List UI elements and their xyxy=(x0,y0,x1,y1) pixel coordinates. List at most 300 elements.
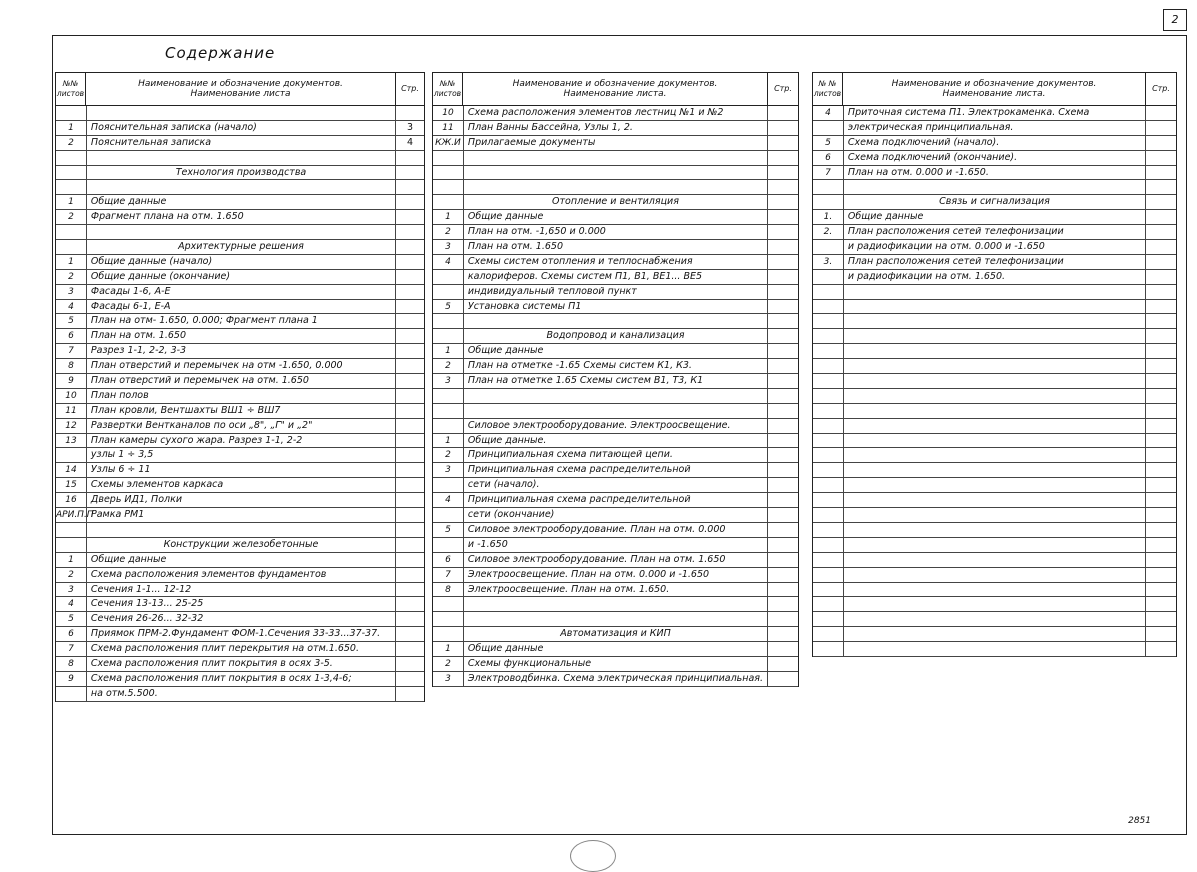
page-cell xyxy=(768,285,798,299)
page-cell xyxy=(768,300,798,314)
sheet-name-cell: Схема расположения плит перекрытия на отм.1.650. xyxy=(87,642,396,656)
sheet-name-cell xyxy=(844,180,1146,194)
sheet-number-cell xyxy=(813,195,844,209)
table-row xyxy=(433,151,798,166)
sheet-number-cell xyxy=(433,151,464,165)
page-cell xyxy=(768,463,798,477)
table-row xyxy=(56,523,424,538)
sheet-number-cell: 4 xyxy=(813,106,844,120)
sheet-name-cell xyxy=(464,389,768,403)
page-cell xyxy=(396,657,424,671)
page-cell xyxy=(768,493,798,507)
page-cell xyxy=(396,106,424,120)
sheet-number-cell: АРИ.П.П xyxy=(56,510,94,521)
table-row xyxy=(813,583,1176,598)
page-cell: 4 xyxy=(407,136,414,148)
table-row xyxy=(813,389,1176,404)
sheet-name-cell: Силовое электрооборудование. Электроосвещение. xyxy=(464,419,768,433)
table-row xyxy=(433,314,798,329)
sheet-name-cell xyxy=(844,568,1146,582)
table-row xyxy=(813,523,1176,538)
page-cell xyxy=(396,553,424,567)
page-cell xyxy=(1146,434,1176,448)
table-row xyxy=(813,493,1176,508)
sheet-number-cell xyxy=(813,359,844,373)
table-row xyxy=(56,404,424,419)
sheet-name-cell: Общие данные xyxy=(844,210,1146,224)
page-cell xyxy=(768,627,798,641)
sheet-name-cell: Схема расположения плит покрытия в осях 1-3,4-6; xyxy=(87,672,396,686)
table-row xyxy=(433,493,798,508)
sheet-name-cell xyxy=(844,508,1146,522)
page-cell xyxy=(396,448,424,462)
sheet-name-cell xyxy=(844,642,1146,656)
sheet-name-cell: План на отм. 1.650 xyxy=(464,240,768,254)
page-cell xyxy=(768,121,798,135)
sheet-name-cell xyxy=(844,448,1146,462)
sheet-number-cell: 2 xyxy=(433,359,464,373)
sheet-number-cell xyxy=(433,180,464,194)
table-row xyxy=(813,344,1176,359)
table-row xyxy=(433,344,798,359)
sheet-name-cell: Прилагаемые документы xyxy=(464,136,768,150)
sheet-number-cell: 6 xyxy=(56,329,87,343)
table-row xyxy=(433,225,798,240)
sheet-number-cell: 14 xyxy=(56,463,87,477)
page-cell xyxy=(396,523,424,537)
table-row xyxy=(813,270,1176,285)
table-row xyxy=(56,627,424,642)
page-cell xyxy=(1146,195,1176,209)
page-cell xyxy=(768,553,798,567)
page-cell xyxy=(396,329,424,343)
table-row xyxy=(433,180,798,195)
table-row xyxy=(813,404,1176,419)
sheet-name-cell: и радиофикации на отм. 1.650. xyxy=(844,270,1146,284)
sheet-name-cell: узлы 1 ÷ 3,5 xyxy=(87,448,396,462)
page-cell xyxy=(1146,478,1176,492)
table-row xyxy=(56,285,424,300)
table-row xyxy=(813,240,1176,255)
header-name: Наименование и обозначение документов. Наименование листа xyxy=(86,73,396,105)
table-row xyxy=(813,374,1176,389)
sheet-number-cell xyxy=(433,597,464,611)
page-cell xyxy=(396,508,424,522)
page-cell xyxy=(1146,136,1176,150)
page-cell xyxy=(1146,151,1176,165)
sheet-number-cell xyxy=(813,180,844,194)
sheet-name-cell: Связь и сигнализация xyxy=(844,195,1146,209)
page-cell xyxy=(768,359,798,373)
sheet-number: 2 xyxy=(1163,9,1187,31)
sheet-number-cell: 1 xyxy=(433,344,464,358)
table-row xyxy=(56,151,424,166)
sheet-number-cell: 1 xyxy=(433,210,464,224)
page-cell xyxy=(768,657,798,671)
sheet-name-cell xyxy=(844,627,1146,641)
table-row xyxy=(56,597,424,612)
sheet-number-cell: 2 xyxy=(433,225,464,239)
sheet-name-cell: План полов xyxy=(87,389,396,403)
page-cell xyxy=(396,419,424,433)
page-cell xyxy=(768,314,798,328)
sheet-number-cell xyxy=(813,583,844,597)
sheet-name-cell: Общие данные xyxy=(464,210,768,224)
sheet-name-cell: Сечения 13-13... 25-25 xyxy=(87,597,396,611)
sheet-number-cell xyxy=(813,478,844,492)
sheet-number-cell: 10 xyxy=(56,389,87,403)
section-heading-row xyxy=(433,195,798,210)
sheet-number-cell: 2. xyxy=(813,225,844,239)
sheet-name-cell: План на отм. 1.650 xyxy=(87,329,396,343)
sheet-name-cell: План отверстий и перемычек на отм -1.650, 0.000 xyxy=(87,359,396,373)
page-cell xyxy=(396,359,424,373)
sheet-name-cell xyxy=(464,180,768,194)
page-cell xyxy=(1146,374,1176,388)
table-row xyxy=(56,225,424,240)
table-row xyxy=(433,136,798,151)
sheet-number-cell xyxy=(433,627,464,641)
sheet-name-cell: электрическая принципиальная. xyxy=(844,121,1146,135)
sheet-name-cell: Сечения 26-26... 32-32 xyxy=(87,612,396,626)
sheet-number-cell xyxy=(56,538,87,552)
sheet-name-cell: План на отметке 1.65 Схемы систем В1, Т3, К1 xyxy=(464,374,768,388)
sheet-name-cell: План отверстий и перемычек на отм. 1.650 xyxy=(87,374,396,388)
table-row xyxy=(56,210,424,225)
page-cell xyxy=(768,404,798,418)
page-cell xyxy=(1146,285,1176,299)
sheet-name-cell xyxy=(844,553,1146,567)
sheet-number-cell: 1 xyxy=(56,255,87,269)
sheet-number-cell: КЖ.И xyxy=(433,136,464,150)
sheet-name-cell xyxy=(844,344,1146,358)
sheet-number-cell: 11 xyxy=(433,121,464,135)
page-cell xyxy=(768,210,798,224)
table-row xyxy=(56,329,424,344)
page-cell xyxy=(768,523,798,537)
table-row xyxy=(813,359,1176,374)
header-num: № № листов xyxy=(813,73,843,105)
page-cell xyxy=(768,180,798,194)
page-cell xyxy=(768,195,798,209)
table-row xyxy=(433,240,798,255)
sheet-number-cell xyxy=(813,463,844,477)
table-row xyxy=(433,404,798,419)
table-row xyxy=(56,434,424,449)
table-row xyxy=(433,448,798,463)
sheet-number-cell xyxy=(813,329,844,343)
sheet-number-cell xyxy=(56,151,87,165)
sheet-number-cell xyxy=(56,166,87,180)
page-cell xyxy=(396,210,424,224)
sheet-name-cell xyxy=(464,151,768,165)
table-row xyxy=(433,642,798,657)
page-cell xyxy=(396,314,424,328)
sheet-number-cell: 13 xyxy=(56,434,87,448)
contents-table-middle xyxy=(432,72,799,687)
sheet-name-cell: План на отм. -1,650 и 0.000 xyxy=(464,225,768,239)
page-cell xyxy=(1146,508,1176,522)
sheet-number-cell xyxy=(56,448,87,462)
table-row xyxy=(813,597,1176,612)
table-row xyxy=(813,314,1176,329)
header-name: Наименование и обозначение документов. Наименование листа. xyxy=(843,73,1146,105)
page-cell xyxy=(768,136,798,150)
page-cell xyxy=(396,195,424,209)
page-cell xyxy=(396,180,424,194)
table-row xyxy=(56,568,424,583)
stamp-seal xyxy=(570,840,616,872)
sheet-number-cell: 5 xyxy=(56,612,87,626)
sheet-name-cell xyxy=(87,523,396,537)
sheet-name-cell: Схема подключений (начало). xyxy=(844,136,1146,150)
page-cell xyxy=(396,583,424,597)
sheet-name-cell xyxy=(87,225,396,239)
table-row xyxy=(813,166,1176,181)
sheet-name-cell: План камеры сухого жара. Разрез 1-1, 2-2 xyxy=(87,434,396,448)
sheet-name-cell: Схема расположения элементов фундаментов xyxy=(87,568,396,582)
sheet-name-cell: Конструкции железобетонные xyxy=(87,538,396,552)
sheet-name-cell xyxy=(844,419,1146,433)
sheet-number-cell: 1. xyxy=(813,210,844,224)
sheet-name-cell: Электроосвещение. План на отм. 0.000 и -1.650 xyxy=(464,568,768,582)
table-row xyxy=(433,210,798,225)
table-row xyxy=(56,419,424,434)
sheet-number-cell: 3 xyxy=(433,240,464,254)
sheet-number-cell: 3. xyxy=(813,255,844,269)
sheet-name-cell: Технология производства xyxy=(87,166,396,180)
table-row xyxy=(56,359,424,374)
sheet-number-cell xyxy=(813,285,844,299)
table-row xyxy=(813,434,1176,449)
sheet-name-cell: калориферов. Схемы систем П1, В1, ВЕ1... ВЕ5 xyxy=(464,270,768,284)
sheet-number-cell: 4 xyxy=(433,493,464,507)
sheet-number-cell xyxy=(813,493,844,507)
sheet-number-cell xyxy=(813,553,844,567)
sheet-number-cell: 1 xyxy=(56,195,87,209)
sheet-name-cell xyxy=(464,612,768,626)
table-row xyxy=(813,106,1176,121)
header-name: Наименование и обозначение документов. Наименование листа. xyxy=(463,73,768,105)
page-cell xyxy=(768,538,798,552)
sheet-name-cell: Рамка РМ1 xyxy=(87,508,396,522)
sheet-number-cell: 6 xyxy=(433,553,464,567)
page-cell xyxy=(396,344,424,358)
table-row xyxy=(813,255,1176,270)
sheet-name-cell: План на отм. 0.000 и -1.650. xyxy=(844,166,1146,180)
sheet-name-cell: Фасады 1-6, А-Е xyxy=(87,285,396,299)
table-row xyxy=(56,553,424,568)
table-row xyxy=(813,642,1176,657)
page-cell xyxy=(1146,583,1176,597)
table-row xyxy=(56,270,424,285)
section-heading-row xyxy=(56,166,424,181)
table-row xyxy=(56,672,424,687)
sheet-number-cell: 5 xyxy=(813,136,844,150)
table-row xyxy=(813,300,1176,315)
table-row xyxy=(56,642,424,657)
page-cell xyxy=(396,478,424,492)
table-row xyxy=(813,136,1176,151)
page-cell xyxy=(768,434,798,448)
table-row xyxy=(813,180,1176,195)
sheet-number-cell: 9 xyxy=(56,672,87,686)
sheet-name-cell: Установка системы П1 xyxy=(464,300,768,314)
page-cell xyxy=(1146,210,1176,224)
page-cell xyxy=(396,568,424,582)
sheet-number-cell xyxy=(433,195,464,209)
sheet-name-cell: Фрагмент плана на отм. 1.650 xyxy=(87,210,396,224)
header-page: Стр. xyxy=(1152,84,1170,93)
page-cell xyxy=(396,493,424,507)
sheet-number-cell xyxy=(813,270,844,284)
page-cell xyxy=(1146,240,1176,254)
page-cell xyxy=(1146,404,1176,418)
sheet-number-cell xyxy=(56,523,87,537)
sheet-number-cell: 8 xyxy=(433,583,464,597)
page-cell xyxy=(396,300,424,314)
sheet-name-cell: Общие данные xyxy=(464,344,768,358)
sheet-name-cell: сети (начало). xyxy=(464,478,768,492)
sheet-name-cell xyxy=(844,478,1146,492)
table-row xyxy=(433,374,798,389)
sheet-number-cell xyxy=(813,419,844,433)
sheet-name-cell: Водопровод и канализация xyxy=(464,329,768,343)
sheet-name-cell: Автоматизация и КИП xyxy=(464,627,768,641)
sheet-name-cell: Развертки Вентканалов по оси „8", „Г" и „2" xyxy=(87,419,396,433)
page-cell xyxy=(1146,180,1176,194)
page-cell xyxy=(396,404,424,418)
sheet-number-cell xyxy=(813,121,844,135)
table-row xyxy=(813,448,1176,463)
sheet-name-cell: и радиофикации на отм. 0.000 и -1.650 xyxy=(844,240,1146,254)
table-row xyxy=(433,270,798,285)
sheet-number-cell xyxy=(433,314,464,328)
sheet-number-cell xyxy=(813,523,844,537)
table-row xyxy=(56,493,424,508)
sheet-name-cell xyxy=(464,597,768,611)
page-cell xyxy=(1146,344,1176,358)
page-cell xyxy=(768,448,798,462)
table-row xyxy=(813,285,1176,300)
sheet-name-cell xyxy=(844,359,1146,373)
table-row xyxy=(813,419,1176,434)
sheet-name-cell xyxy=(844,300,1146,314)
table-row xyxy=(433,597,798,612)
page-cell xyxy=(768,508,798,522)
table-row xyxy=(813,329,1176,344)
sheet-name-cell: индивидуальный тепловой пункт xyxy=(464,285,768,299)
sheet-name-cell xyxy=(844,523,1146,537)
page-cell xyxy=(1146,538,1176,552)
table-row xyxy=(813,151,1176,166)
contents-table-right xyxy=(812,72,1177,657)
header-num: №№ листов xyxy=(433,73,463,105)
sheet-number-cell: 6 xyxy=(56,627,87,641)
page-cell xyxy=(396,166,424,180)
sheet-number-cell: 8 xyxy=(56,657,87,671)
table-header xyxy=(433,72,798,106)
table-row xyxy=(433,300,798,315)
sheet-number-cell xyxy=(813,344,844,358)
table-row xyxy=(433,434,798,449)
sheet-name-cell: План расположения сетей телефонизации xyxy=(844,255,1146,269)
sheet-number-cell: 2 xyxy=(56,270,87,284)
table-row xyxy=(433,538,798,553)
table-row xyxy=(433,672,798,687)
sheet-number-cell: 4 xyxy=(56,300,87,314)
table-row xyxy=(813,210,1176,225)
sheet-name-cell: Силовое электрооборудование. План на отм. 0.000 xyxy=(464,523,768,537)
sheet-name-cell xyxy=(87,151,396,165)
sheet-name-cell: Общие данные (начало) xyxy=(87,255,396,269)
table-row xyxy=(433,359,798,374)
page-cell xyxy=(768,612,798,626)
sheet-name-cell: План кровли, Вентшахты ВШ1 ÷ ВШ7 xyxy=(87,404,396,418)
sheet-name-cell: на отм.5.500. xyxy=(87,687,396,701)
sheet-name-cell xyxy=(464,314,768,328)
sheet-name-cell xyxy=(844,434,1146,448)
contents-table-left xyxy=(55,72,425,702)
sheet-number-cell: 1 xyxy=(433,434,464,448)
table-row xyxy=(56,612,424,627)
page-cell xyxy=(396,612,424,626)
sheet-name-cell: Отопление и вентиляция xyxy=(464,195,768,209)
sheet-name-cell xyxy=(464,404,768,418)
page-cell xyxy=(768,151,798,165)
sheet-number-cell: 3 xyxy=(433,463,464,477)
sheet-number-cell: 1 xyxy=(433,642,464,656)
page-cell xyxy=(768,672,798,686)
sheet-number-cell xyxy=(813,300,844,314)
table-row xyxy=(433,166,798,181)
page-cell xyxy=(396,151,424,165)
sheet-number-cell: 16 xyxy=(56,493,87,507)
sheet-number-cell: 3 xyxy=(56,583,87,597)
page-cell xyxy=(768,240,798,254)
sheet-number-cell xyxy=(813,404,844,418)
sheet-number-cell: 3 xyxy=(433,374,464,388)
table-row xyxy=(433,523,798,538)
sheet-name-cell: Пояснительная записка xyxy=(87,136,396,150)
page-cell xyxy=(768,389,798,403)
table-row xyxy=(813,568,1176,583)
sheet-name-cell: Электроосвещение. План на отм. 1.650. xyxy=(464,583,768,597)
sheet-number-cell xyxy=(813,434,844,448)
page-cell xyxy=(768,344,798,358)
sheet-name-cell: План Ванны Бассейна, Узлы 1, 2. xyxy=(464,121,768,135)
page-cell xyxy=(1146,314,1176,328)
header-num: №№ листов xyxy=(56,73,86,105)
sheet-number-cell: 6 xyxy=(813,151,844,165)
sheet-name-cell: Общие данные (окончание) xyxy=(87,270,396,284)
sheet-number-cell xyxy=(433,166,464,180)
table-row xyxy=(813,553,1176,568)
page-cell xyxy=(1146,255,1176,269)
table-row xyxy=(813,225,1176,240)
sheet-name-cell: План на отметке -1.65 Схемы систем К1, К3. xyxy=(464,359,768,373)
sheet-name-cell xyxy=(844,583,1146,597)
table-row xyxy=(813,508,1176,523)
sheet-number-cell: 9 xyxy=(56,374,87,388)
table-row xyxy=(56,463,424,478)
sheet-name-cell: Принципиальная схема распределительной xyxy=(464,493,768,507)
sheet-name-cell xyxy=(844,314,1146,328)
sheet-number-cell: 2 xyxy=(56,568,87,582)
sheet-number-cell: 10 xyxy=(433,106,464,120)
sheet-name-cell xyxy=(844,493,1146,507)
page-cell xyxy=(768,166,798,180)
